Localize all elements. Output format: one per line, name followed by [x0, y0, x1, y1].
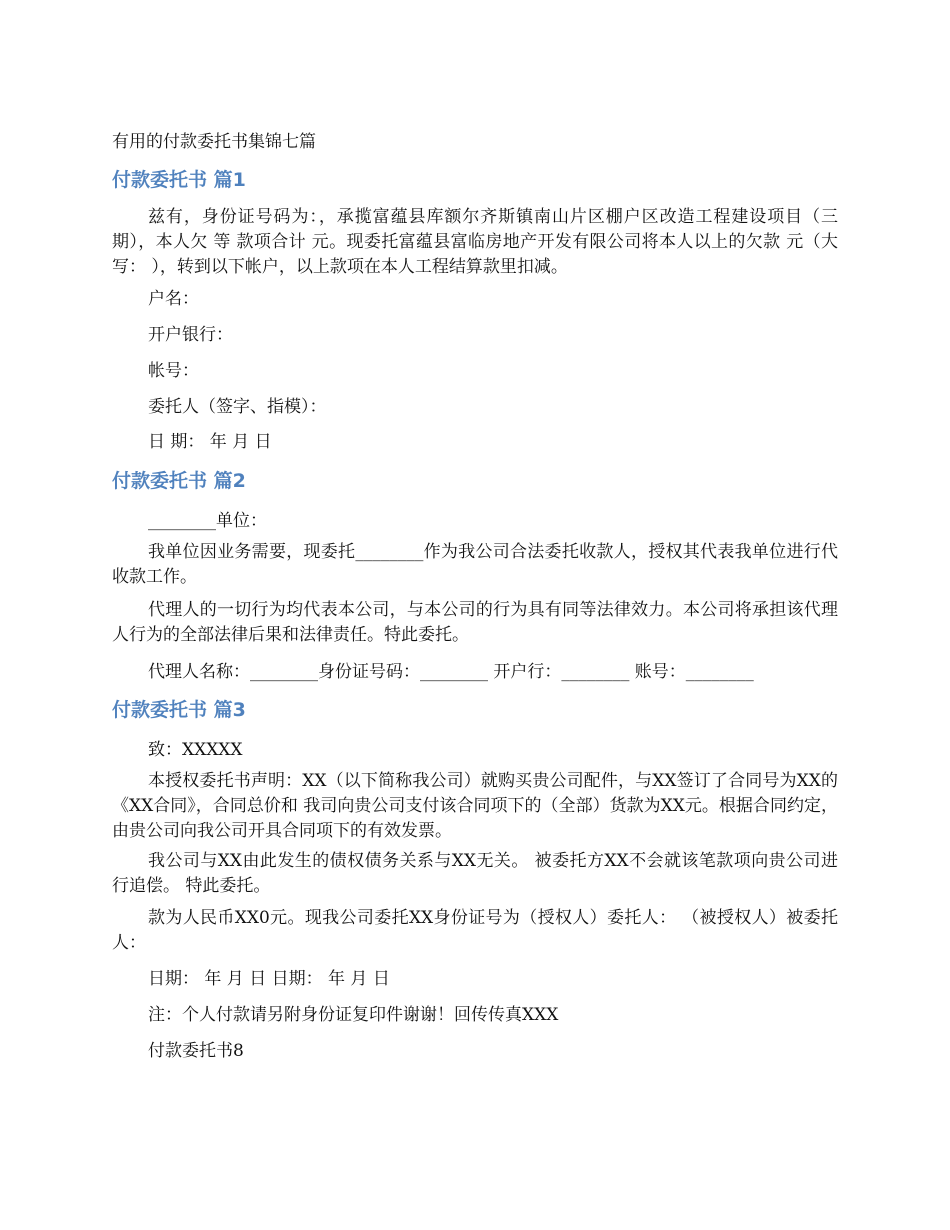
next-section-label: 付款委托书8 — [148, 1041, 244, 1061]
section-2-authorization-paragraph: 我单位因业务需要，现委托________作为我公司合法委托收款人，授权其代表我单位进行代收款工作。 — [112, 542, 838, 587]
section-heading-2: 付款委托书 篇2 — [112, 470, 246, 492]
principal-signature-line: 委托人（签字、指模）： — [148, 397, 327, 417]
addressee-line: 致：XXXXX — [148, 740, 243, 760]
section-3-statement-paragraph: 本授权委托书声明：XX（以下简称我公司）就购买贵公司配件，与XX签订了合同号为XX的《XX合同》，合同总价和 我司向贵公司支付该合同项下的（全部）货款为XX元。根据合同约定，由贵公司向我公司开具合同项下的有效发票。 — [112, 771, 838, 841]
account-name-line: 户名： — [148, 289, 199, 309]
document-title: 有用的付款委托书集锦七篇 — [112, 132, 316, 152]
date-line: 日 期： 年 月 日 — [148, 432, 272, 452]
note-line: 注：个人付款请另附身份证复印件谢谢！回传传真XXX — [148, 1005, 559, 1025]
section-2-liability-paragraph: 代理人的一切行为均代表本公司，与本公司的行为具有同等法律效力。本公司将承担该代理人行为的全部法律后果和法律责任。特此委托。 — [112, 600, 838, 645]
section-3-relationship-paragraph: 我公司与XX由此发生的债权债务关系与XX无关。 被委托方XX不会就该笔款项向贵公司进行追偿。 特此委托。 — [112, 851, 838, 896]
section-heading-3: 付款委托书 篇3 — [112, 699, 246, 721]
bank-line: 开户银行： — [148, 325, 233, 345]
dates-line: 日期： 年 月 日 日期： 年 月 日 — [148, 969, 390, 989]
section-1-body-paragraph: 兹有，身份证号码为：，承揽富蕴县库额尔齐斯镇南山片区棚户区改造工程建设项目（三期），本人欠 等 款项合计 元。现委托富蕴县富临房地产开发有限公司将本人以上的欠款 元（大写： ），转到以下帐户，以上款项在本人工程结算款里扣减。 — [112, 207, 838, 277]
section-3-amount-paragraph: 款为人民币XX0元。现我公司委托XX身份证号为（授权人）委托人： （被授权人）被委托人： — [112, 908, 838, 953]
unit-line: ________单位： — [148, 511, 267, 531]
section-heading-1: 付款委托书 篇1 — [112, 169, 246, 191]
agent-details-line: 代理人名称：________身份证号码：________ 开户行：________ 账号：________ — [148, 662, 754, 682]
account-number-line: 帐号： — [148, 361, 199, 381]
